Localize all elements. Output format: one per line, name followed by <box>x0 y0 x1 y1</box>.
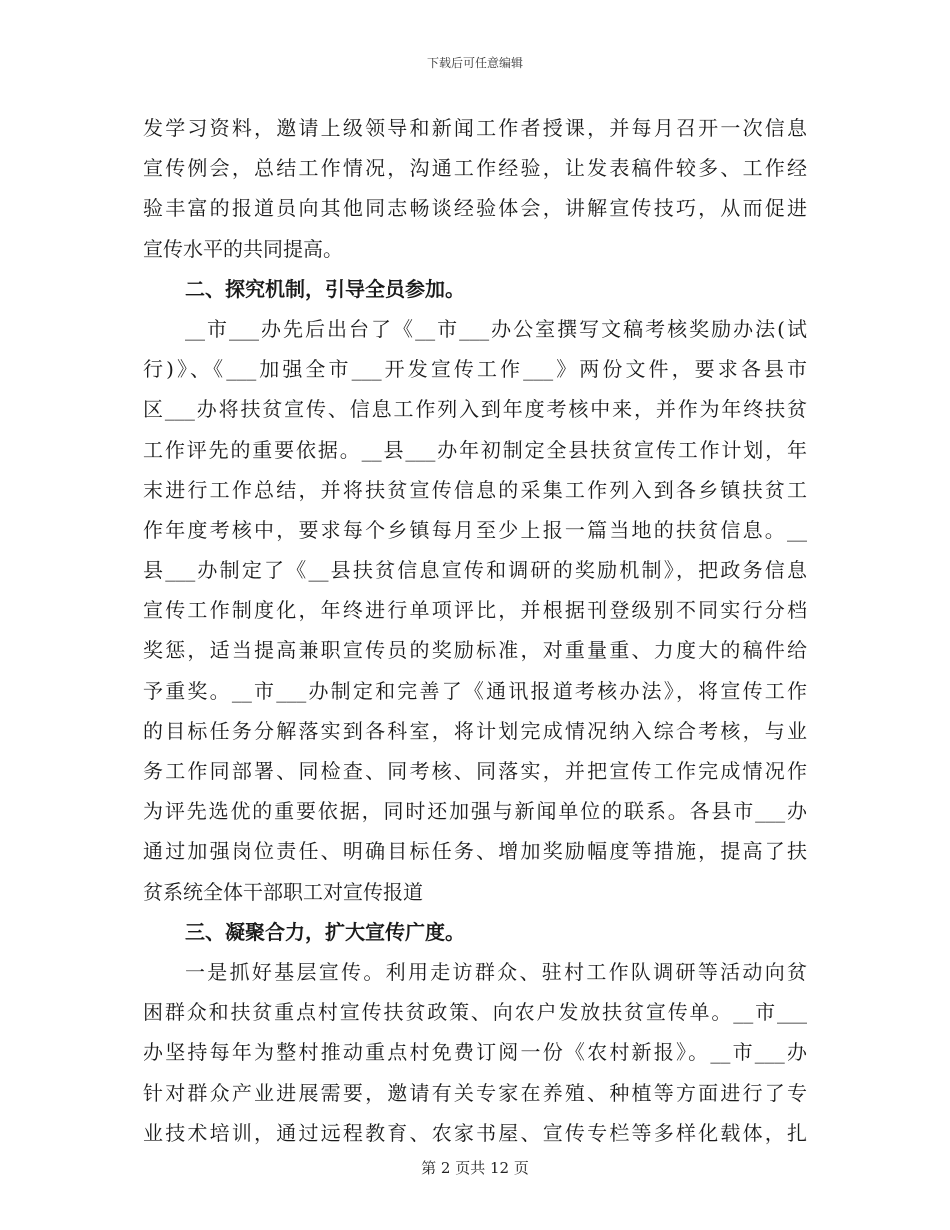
page-number: 第 2 页共 12 页 <box>421 1159 529 1177</box>
paragraph-line: 验丰富的报道员向其他同志畅谈经验体会，讲解宣传技巧，从而促进 <box>143 196 807 221</box>
section-heading: 三、凝聚合力，扩大宣传广度。 <box>185 919 465 944</box>
paragraph-line: 宣传水平的共同提高。 <box>143 236 343 261</box>
paragraph-line: 的目标任务分解落实到各科室，将计划完成情况纳入综合考核，与业 <box>143 718 807 743</box>
paragraph-line: 行)》、《___加强全市___开发宣传工作___》两份文件，要求各县市 <box>143 357 807 382</box>
document-body <box>143 108 807 1153</box>
paragraph-line: 一是抓好基层宣传。利用走访群众、驻村工作队调研等活动向贫 <box>185 959 807 984</box>
paragraph-line: 奖惩，适当提高兼职宣传员的奖励标准，对重量重、力度大的稿件给 <box>143 638 807 663</box>
paragraph-line: __市___办先后出台了《__市___办公室撰写文稿考核奖励办法(试 <box>185 316 807 341</box>
section-heading: 二、探究机制，引导全员参加。 <box>185 276 465 301</box>
paragraph-line: 末进行工作总结，并将扶贫宣传信息的采集工作列入到各乡镇扶贫工 <box>143 477 807 502</box>
paragraph-line: 发学习资料，邀请上级领导和新闻工作者授课，并每月召开一次信息 <box>143 116 807 140</box>
paragraph-line: 针对群众产业进展需要，邀请有关专家在养殖、种植等方面进行了专 <box>143 1080 807 1105</box>
page-header: 下载后可任意编辑 <box>426 56 523 70</box>
paragraph-line: 通过加强岗位责任、明确目标任务、增加奖励幅度等措施，提高了扶 <box>143 839 807 864</box>
paragraph-line: 办坚持每年为整村推动重点村免费订阅一份《农村新报》。__市___办 <box>143 1040 807 1065</box>
paragraph-line: 县___办制定了《__县扶贫信息宣传和调研的奖励机制》，把政务信息 <box>143 558 807 583</box>
paragraph-line: 区___办将扶贫宣传、信息工作列入到年度考核中来，并作为年终扶贫 <box>143 397 807 422</box>
paragraph-line: 作年度考核中，要求每个乡镇每月至少上报一篇当地的扶贫信息。__ <box>143 517 807 542</box>
paragraph-line: 工作评先的重要依据。__县___办年初制定全县扶贫宣传工作计划，年 <box>143 437 807 462</box>
paragraph-line: 予重奖。__市___办制定和完善了《通讯报道考核办法》，将宣传工作 <box>143 678 807 703</box>
paragraph-line: 业技术培训，通过远程教育、农家书屋、宣传专栏等多样化载体，扎 <box>143 1120 807 1145</box>
paragraph-line: 贫系统全体干部职工对宣传报道 <box>143 879 423 904</box>
paragraph-line: 困群众和扶贫重点村宣传扶贫政策、向农户发放扶贫宣传单。__市___ <box>143 1000 807 1025</box>
paragraph-line: 宣传工作制度化，年终进行单项评比，并根据刊登级别不同实行分档 <box>143 598 807 623</box>
paragraph-line: 为评先选优的重要依据，同时还加强与新闻单位的联系。各县市___办 <box>143 799 807 824</box>
paragraph-line: 务工作同部署、同检查、同考核、同落实，并把宣传工作完成情况作 <box>143 759 807 783</box>
paragraph-line: 宣传例会，总结工作情况，沟通工作经验，让发表稿件较多、工作经 <box>143 156 807 181</box>
